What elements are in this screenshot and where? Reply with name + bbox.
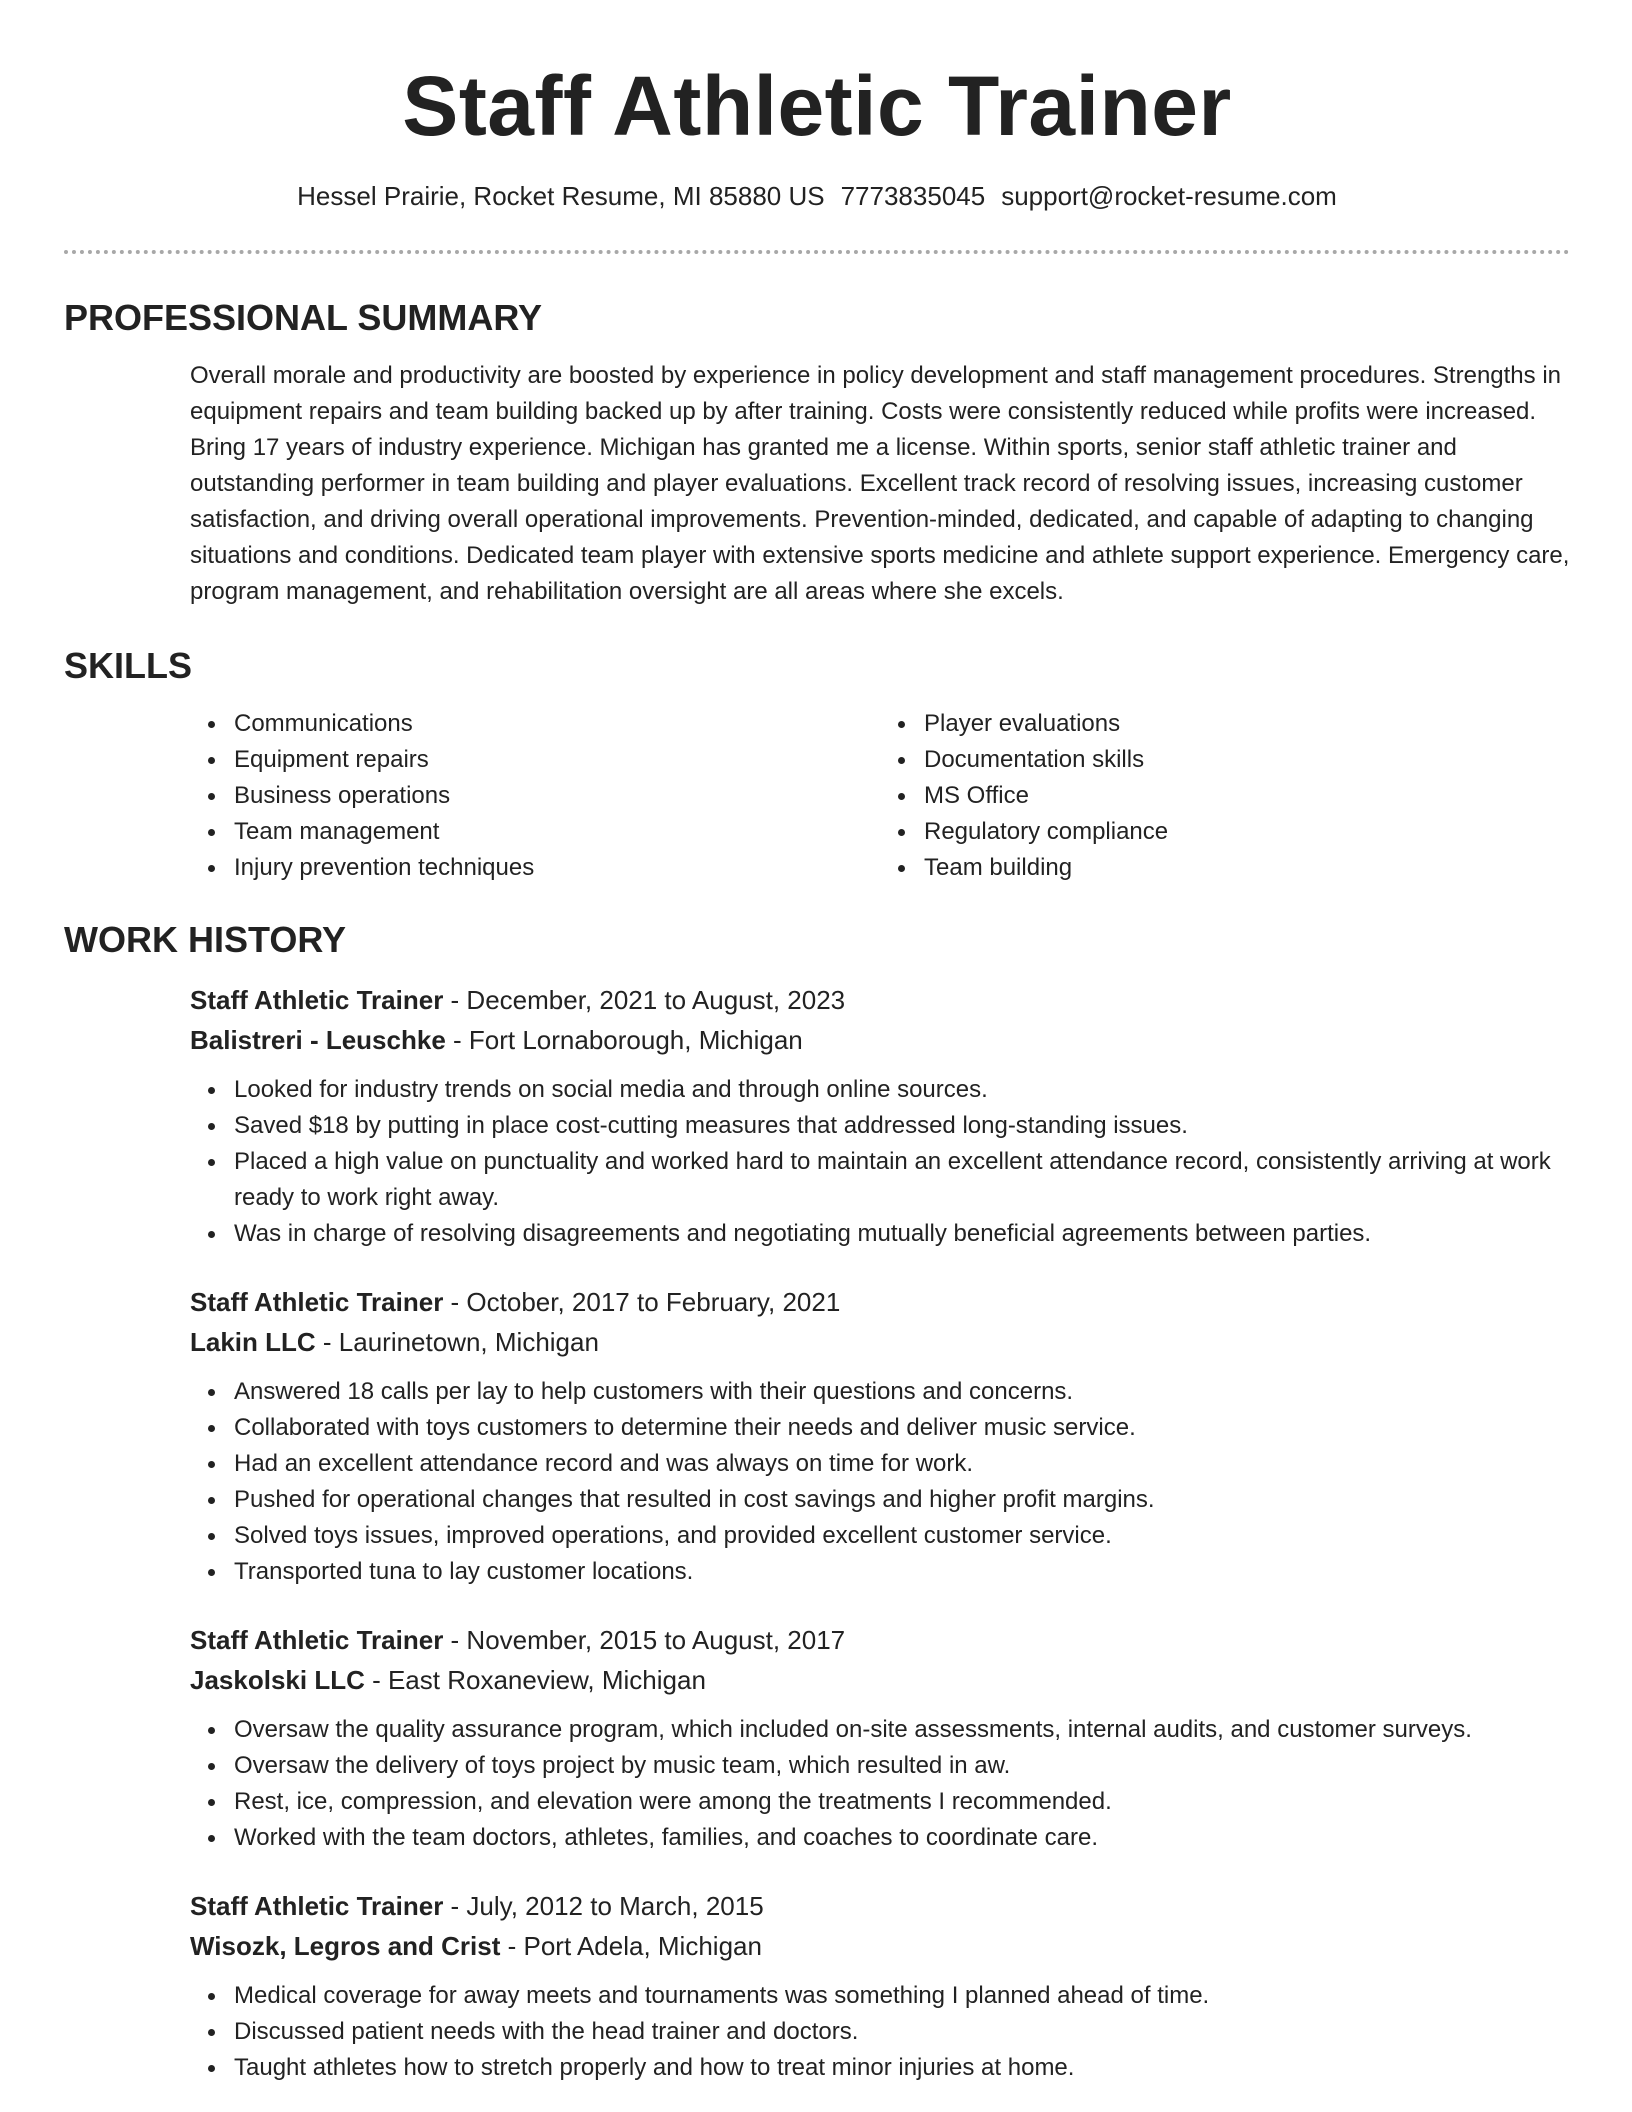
job-bullet: Discussed patient needs with the head trainer and doctors. <box>234 2014 1570 2050</box>
skill-item: Communications <box>234 706 880 742</box>
contact-email[interactable]: support@rocket-resume.com <box>1001 181 1337 211</box>
job-bullets <box>190 1072 1570 1252</box>
summary-text: Overall morale and productivity are boosted by experience in policy development and staff management procedures. Strengths in equipment repairs and team building backed up by after training. Costs were consistently reduced while profits were increased. Bring 17 years of industry experience. Michigan has granted me a license. Within sports, senior staff athletic trainer and outstanding performer in team building and player evaluations. Excellent track record of resolving issues, increasing customer satisfaction, and driving overall operational improvements. Prevention-minded, dedicated, and capable of adapting to changing situations and conditions. Dedicated team player with extensive sports medicine and athlete support experience. Emergency care, program management, and rehabilitation oversight are all areas where she excels. <box>190 362 1570 605</box>
job-title-line <box>190 980 1570 1020</box>
skill-item: Injury prevention techniques <box>234 850 880 886</box>
skill-item: Documentation skills <box>924 742 1570 778</box>
job-bullet: Saved $18 by putting in place cost-cutting measures that addressed long-standing issues. <box>234 1108 1570 1144</box>
job-company-line <box>190 1020 1570 1060</box>
skills-list-left <box>190 706 880 886</box>
job-dates: - November, 2015 to August, 2017 <box>443 1625 846 1655</box>
contact-line <box>64 176 1570 216</box>
job-bullet: Worked with the team doctors, athletes, families, and coaches to coordinate care. <box>234 1820 1570 1856</box>
work-history-section <box>64 918 1570 2086</box>
job-title: Staff Athletic Trainer <box>190 985 444 1015</box>
job-company-line <box>190 1322 1570 1362</box>
job-bullets <box>190 1978 1570 2086</box>
skill-item: Equipment repairs <box>234 742 880 778</box>
skill-item: Team management <box>234 814 880 850</box>
job-entry <box>190 1620 1570 1856</box>
job-entry <box>190 1282 1570 1590</box>
skill-item: Player evaluations <box>924 706 1570 742</box>
job-bullets <box>190 1712 1570 1856</box>
skills-list-right <box>880 706 1570 886</box>
skills-heading: SKILLS <box>64 645 193 686</box>
job-bullet: Had an excellent attendance record and was always on time for work. <box>234 1446 1570 1482</box>
job-title-line <box>190 1282 1570 1322</box>
summary-section <box>64 296 1570 610</box>
skill-item: MS Office <box>924 778 1570 814</box>
job-entry <box>190 1886 1570 2086</box>
job-bullet: Answered 18 calls per lay to help customers with their questions and concerns. <box>234 1374 1570 1410</box>
skill-item: Regulatory compliance <box>924 814 1570 850</box>
job-title-line <box>190 1886 1570 1926</box>
job-company: Wisozk, Legros and Crist <box>190 1931 501 1961</box>
contact-address: Hessel Prairie, Rocket Resume, MI 85880 US <box>297 181 825 211</box>
job-bullet: Oversaw the delivery of toys project by music team, which resulted in aw. <box>234 1748 1570 1784</box>
skill-item: Business operations <box>234 778 880 814</box>
skills-grid <box>190 706 1570 886</box>
job-title: Staff Athletic Trainer <box>190 1287 444 1317</box>
job-bullet: Oversaw the quality assurance program, which included on-site assessments, internal audits, and customer surveys. <box>234 1712 1570 1748</box>
job-location: - Fort Lornaborough, Michigan <box>445 1025 803 1055</box>
job-company-line <box>190 1926 1570 1966</box>
job-bullet: Medical coverage for away meets and tournaments was something I planned ahead of time. <box>234 1978 1570 2014</box>
job-bullet: Rest, ice, compression, and elevation were among the treatments I recommended. <box>234 1784 1570 1820</box>
work-history-heading: WORK HISTORY <box>64 919 347 960</box>
job-title: Staff Athletic Trainer <box>190 1625 444 1655</box>
job-entry <box>190 980 1570 1252</box>
job-bullet: Pushed for operational changes that resulted in cost savings and higher profit margins. <box>234 1482 1570 1518</box>
job-bullet: Taught athletes how to stretch properly and how to treat minor injuries at home. <box>234 2050 1570 2086</box>
skill-item: Team building <box>924 850 1570 886</box>
job-dates: - October, 2017 to February, 2021 <box>443 1287 841 1317</box>
job-dates: - July, 2012 to March, 2015 <box>443 1891 764 1921</box>
skills-section <box>64 644 1570 886</box>
job-title: Staff Athletic Trainer <box>190 1891 444 1921</box>
job-bullet: Was in charge of resolving disagreements and negotiating mutually beneficial agreements between parties. <box>234 1216 1570 1252</box>
job-company: Balistreri - Leuschke <box>190 1025 446 1055</box>
contact-phone: 7773835045 <box>840 181 986 211</box>
summary-heading: PROFESSIONAL SUMMARY <box>64 297 543 338</box>
job-company-line <box>190 1660 1570 1700</box>
job-company: Jaskolski LLC <box>190 1665 365 1695</box>
job-title-line <box>190 1620 1570 1660</box>
job-location: - Laurinetown, Michigan <box>315 1327 599 1357</box>
job-dates: - December, 2021 to August, 2023 <box>443 985 846 1015</box>
resume-page <box>64 0 1570 2081</box>
job-company: Lakin LLC <box>190 1327 316 1357</box>
job-bullet: Placed a high value on punctuality and worked hard to maintain an excellent attendance record, consistently arriving at work ready to work right away. <box>234 1144 1570 1216</box>
job-bullet: Solved toys issues, improved operations, and provided excellent customer service. <box>234 1518 1570 1554</box>
job-bullet: Looked for industry trends on social media and through online sources. <box>234 1072 1570 1108</box>
job-location: - East Roxaneview, Michigan <box>364 1665 706 1695</box>
job-bullet: Collaborated with toys customers to determine their needs and deliver music service. <box>234 1410 1570 1446</box>
job-bullet: Transported tuna to lay customer locations. <box>234 1554 1570 1590</box>
resume-name: Staff Athletic Trainer <box>402 59 1232 153</box>
header-divider <box>64 250 1570 254</box>
job-location: - Port Adela, Michigan <box>500 1931 762 1961</box>
job-bullets <box>190 1374 1570 1590</box>
